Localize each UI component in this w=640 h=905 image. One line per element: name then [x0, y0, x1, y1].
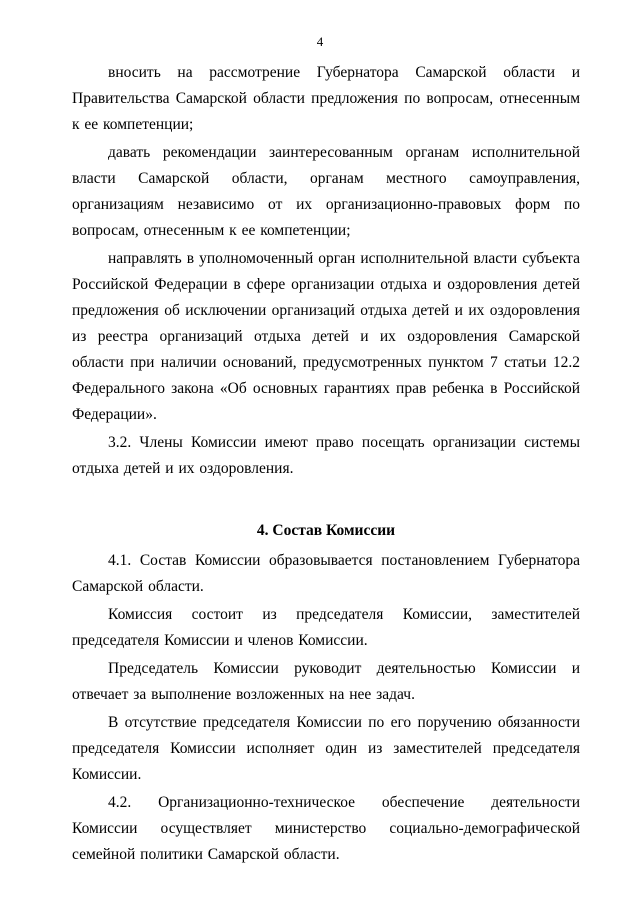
section-4-heading: 4. Состав Комиссии	[256, 522, 396, 539]
paragraph-commission-members: Комиссия состоит из председателя Комиссии, заместителей председателя Комиссии и членов Комиссии.	[72, 606, 580, 649]
paragraph-send-proposals: направлять в уполномоченный орган исполнительной власти субъекта Российской Федерации в сфере организации отдыха и оздоровления детей предложения об исключении организаций отдыха детей и их оздоровления из реестра организаций отдыха детей и их оздоровления Самарской области при наличии оснований, предусмотренных пунктом 7 статьи 12.2 Федерального закона «Об основных гарантиях прав ребенка в Российской Федерации».	[72, 250, 580, 423]
paragraph-chairman-absence: В отсутствие председателя Комиссии по его поручению обязанности председателя Комиссии исполняет один из заместителей председателя Комиссии.	[72, 714, 580, 783]
paragraph-chairman-duties: Председатель Комиссии руководит деятельностью Комиссии и отвечает за выполнение возложенных на нее задач.	[72, 660, 580, 703]
document-body	[72, 60, 580, 868]
paragraph-propose-to-governor: вносить на рассмотрение Губернатора Самарской области и Правительства Самарской области предложения по вопросам, отнесенным к ее компетенции;	[72, 64, 580, 133]
paragraph-4-1-composition: 4.1. Состав Комиссии образовывается постановлением Губернатора Самарской области.	[72, 552, 580, 595]
paragraph-4-2-technical-support: 4.2. Организационно-техническое обеспечение деятельности Комиссии осуществляет министерство социально-демографической семейной политики Самарской области.	[72, 794, 580, 863]
page-number: 4	[316, 34, 324, 49]
paragraph-give-recommendations: давать рекомендации заинтересованным органам исполнительной власти Самарской области, органам местного самоуправления, организациям независимо от их организационно-правовых форм по вопросам, отнесенным к ее компетенции;	[72, 144, 580, 239]
paragraph-3-2-members-rights: 3.2. Члены Комиссии имеют право посещать организации системы отдыха детей и их оздоровления.	[72, 434, 580, 477]
